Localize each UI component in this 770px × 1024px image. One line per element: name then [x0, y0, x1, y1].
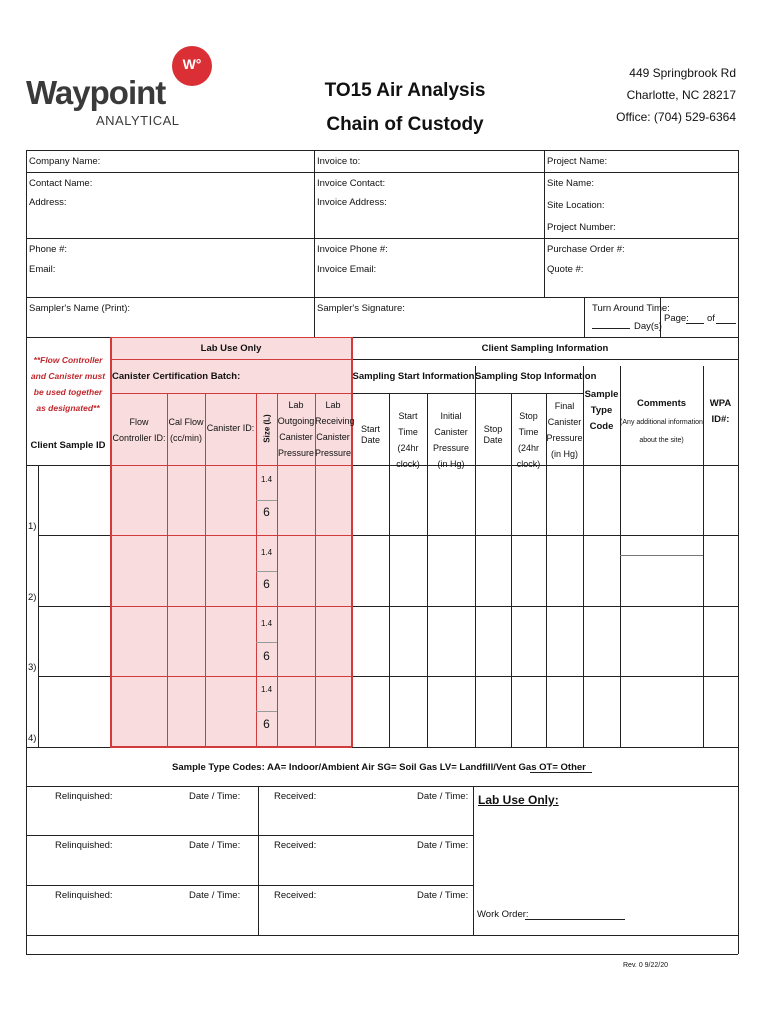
canister-size-value: 6: [263, 505, 270, 519]
work-order-input[interactable]: [525, 909, 625, 920]
other-code-input[interactable]: [530, 762, 592, 773]
sampling-stop-header: Sampling Stop Information: [475, 371, 597, 382]
logo-mark: W°: [182, 56, 202, 72]
date-time-1-field[interactable]: Date / Time:: [189, 791, 241, 802]
site-location-field[interactable]: Site Location:: [547, 200, 605, 211]
comments-note: (Any additional information about the site): [620, 419, 703, 444]
row-number: 2): [28, 592, 37, 603]
relinquished-3-field[interactable]: Relinquished:: [55, 890, 113, 901]
lab-address-city: Charlotte, NC 28217: [626, 88, 736, 102]
lab-address-street: 449 Springbrook Rd: [629, 66, 736, 80]
invoice-contact-field[interactable]: Invoice Contact:: [317, 178, 386, 189]
start-date-header: Start Date: [360, 424, 380, 445]
received-date-time-3-field[interactable]: Date / Time:: [417, 890, 469, 901]
turnaround-label: Turn Around Time:: [592, 303, 670, 314]
received-date-time-1-field[interactable]: Date / Time:: [417, 791, 469, 802]
row-number: 4): [28, 733, 37, 744]
work-order-label: Work Order:: [477, 909, 529, 920]
stop-date-header: Stop Date: [483, 424, 503, 445]
sampler-name-field[interactable]: Sampler's Name (Print):: [29, 303, 131, 314]
sample-type-codes: Sample Type Codes: AA= Indoor/Ambient Air SG= Soil Gas LV= Landfill/Vent Gas OT= Other: [172, 762, 586, 773]
turnaround-days-input[interactable]: [592, 318, 630, 329]
received-date-time-2-field[interactable]: Date / Time:: [417, 840, 469, 851]
received-3-field[interactable]: Received:: [274, 890, 317, 901]
page-of-label: of: [707, 313, 715, 324]
quote-field[interactable]: Quote #:: [547, 264, 584, 275]
page-label: Page:: [664, 313, 689, 324]
sampler-signature-field[interactable]: Sampler's Signature:: [317, 303, 405, 314]
sampling-start-header: Sampling Start Information: [352, 371, 475, 382]
received-2-field[interactable]: Received:: [274, 840, 317, 851]
lab-outgoing-pressure-header: Lab Outgoing Canister Pressure: [277, 400, 315, 458]
invoice-to-field[interactable]: Invoice to:: [317, 156, 361, 167]
row-number: 3): [28, 662, 37, 673]
invoice-address-field[interactable]: Invoice Address:: [317, 197, 387, 208]
stop-time-header: Stop Time (24hr clock): [516, 411, 541, 469]
comments-header: Comments: [636, 398, 687, 409]
start-time-header: Start Time (24hr clock): [396, 411, 420, 469]
lab-use-only-label: Lab Use Only:: [478, 793, 559, 807]
client-sample-id-header: Client Sample ID: [30, 440, 106, 451]
canister-size-value: 6: [263, 717, 270, 731]
document-title-line2: Chain of Custody: [326, 114, 484, 135]
canister-size-value: 1.4: [260, 475, 273, 484]
canister-size-value: 1.4: [260, 548, 273, 557]
size-header: Size (L): [262, 414, 272, 443]
relinquished-2-field[interactable]: Relinquished:: [55, 840, 113, 851]
invoice-phone-field[interactable]: Invoice Phone #:: [317, 244, 388, 255]
cal-flow-header: Cal Flow (cc/min): [168, 417, 204, 443]
wpa-id-header: WPA ID#:: [709, 398, 732, 425]
date-time-3-field[interactable]: Date / Time:: [189, 890, 241, 901]
row-number: 1): [28, 521, 37, 532]
page-total-input[interactable]: [716, 313, 736, 324]
invoice-email-field[interactable]: Invoice Email:: [317, 264, 377, 275]
logo-text: Waypoint: [26, 74, 166, 111]
lab-office-phone: Office: (704) 529-6364: [616, 110, 736, 124]
canister-size-value: 1.4: [260, 619, 273, 628]
canister-size-value: 6: [263, 649, 270, 663]
lab-receiving-pressure-header: Lab Receiving Canister Pressure: [315, 400, 355, 458]
phone-field[interactable]: Phone #:: [29, 244, 68, 255]
initial-pressure-header: Initial Canister Pressure (in Hg): [432, 411, 469, 469]
site-name-field[interactable]: Site Name:: [547, 178, 594, 189]
flow-controller-id-header: Flow Controller ID:: [112, 417, 166, 443]
final-pressure-header: Final Canister Pressure (in Hg): [546, 401, 583, 459]
project-name-field[interactable]: Project Name:: [547, 156, 608, 167]
relinquished-1-field[interactable]: Relinquished:: [55, 791, 113, 802]
turnaround-days-label: Day(s): [634, 321, 662, 332]
canister-batch-field[interactable]: Canister Certification Batch:: [112, 371, 241, 382]
lab-use-only-header: Lab Use Only: [200, 343, 262, 354]
canister-id-header: Canister ID:: [206, 423, 255, 433]
document-title-line1: TO15 Air Analysis: [324, 80, 486, 101]
sample-type-code-header: Sample Type Code: [584, 389, 619, 432]
logo-subtext: ANALYTICAL: [96, 113, 180, 128]
date-time-2-field[interactable]: Date / Time:: [189, 840, 241, 851]
flow-controller-note: **Flow Controller and Canister must be used together as designated**: [30, 355, 106, 413]
client-sampling-header: Client Sampling Information: [481, 343, 609, 354]
received-1-field[interactable]: Received:: [274, 791, 317, 802]
address-field[interactable]: Address:: [29, 197, 67, 208]
page-number-input[interactable]: [686, 313, 704, 324]
canister-size-value: 1.4: [260, 685, 273, 694]
project-number-field[interactable]: Project Number:: [547, 222, 616, 233]
revision-label: Rev. 0 9/22/20: [623, 962, 669, 969]
company-name-field[interactable]: Company Name:: [29, 156, 101, 167]
canister-size-value: 6: [263, 577, 270, 591]
contact-name-field[interactable]: Contact Name:: [29, 178, 93, 189]
purchase-order-field[interactable]: Purchase Order #:: [547, 244, 625, 255]
email-field[interactable]: Email:: [29, 264, 56, 275]
